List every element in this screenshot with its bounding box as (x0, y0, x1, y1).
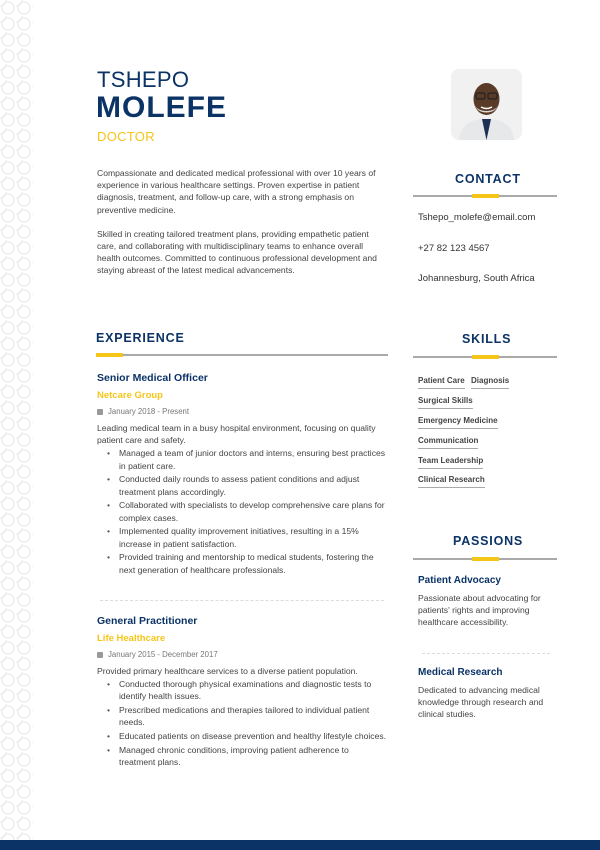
achievement-item: • Conducted daily rounds to assess patient conditions and adjust treatment plans accordingly. (97, 473, 387, 497)
passion-title: Medical Research (418, 667, 503, 678)
achievement-item: • Collaborated with specialists to develop comprehensive care plans for complex cases. (97, 499, 387, 523)
job-dates (97, 407, 387, 416)
contact-location: Johannesburg, South Africa (418, 273, 535, 284)
achievement-item: • Educated patients on disease prevention and healthy lifestyle choices. (97, 730, 387, 742)
skills-divider-accent (472, 355, 499, 359)
passions-divider-accent (472, 557, 499, 561)
passion-title: Patient Advocacy (418, 575, 501, 586)
skill-tag: Surgical Skills (418, 396, 473, 409)
profile-photo (451, 69, 522, 140)
contact-email[interactable]: Tshepo_molefe@email.com (418, 212, 536, 223)
job-dates-text: January 2015 - December 2017 (108, 650, 218, 659)
calendar-icon (97, 652, 103, 658)
achievement-item: • Prescribed medications and therapies tailored to individual patient needs. (97, 704, 387, 728)
passions-heading: PASSIONS (453, 534, 524, 548)
passion-separator (422, 653, 550, 654)
job-company: Life Healthcare (97, 633, 166, 644)
experience-heading: EXPERIENCE (96, 331, 185, 345)
calendar-icon (97, 409, 103, 415)
person-portrait-icon (451, 69, 522, 140)
job-dates (97, 650, 387, 659)
achievement-item: • Managed chronic conditions, improving patient adherence to treatment plans. (97, 744, 387, 768)
experience-divider (96, 354, 388, 356)
job-achievements (97, 447, 387, 575)
contact-phone[interactable]: +27 82 123 4567 (418, 243, 490, 254)
passion-description: Dedicated to advancing medical knowledge through research and clinical studies. (418, 685, 544, 720)
job-dates-text: January 2018 - Present (108, 407, 190, 416)
skill-tag: Diagnosis (471, 376, 509, 389)
skill-tag: Team Leadership (418, 456, 483, 469)
job-achievements (97, 678, 387, 768)
job-role: General Practitioner (97, 615, 198, 627)
job-description: Leading medical team in a busy hospital environment, focusing on quality patient care and safety. (97, 423, 376, 446)
skill-tag: Patient Care (418, 376, 465, 389)
skill-tag: Clinical Research (418, 475, 485, 488)
skill-tag: Communication (418, 436, 478, 449)
job-title: DOCTOR (97, 129, 155, 144)
experience-item (97, 372, 387, 577)
contact-divider-accent (472, 194, 499, 198)
last-name: MOLEFE (96, 91, 227, 124)
skill-tag: Emergency Medicine (418, 416, 498, 429)
achievement-item: • Provided training and mentorship to medical students, fostering the next generation of healthcare professionals. (97, 551, 387, 575)
summary-paragraph: Compassionate and dedicated medical professional with over 10 years of experience in various healthcare settings. Proven expertise in patient diagnosis, treatment, and follow-up care, with a strong emphasis on preventive medicine. (97, 168, 376, 215)
job-role: Senior Medical Officer (97, 372, 208, 384)
achievement-item: • Implemented quality improvement initiatives, resulting in a 15% increase in patient satisfaction. (97, 525, 387, 549)
job-description: Provided primary healthcare services to a diverse patient population. (97, 666, 358, 676)
profile-summary (97, 167, 387, 277)
experience-item (97, 615, 387, 770)
first-name: TSHEPO (97, 67, 190, 92)
experience-separator (100, 600, 384, 601)
job-company: Netcare Group (97, 390, 163, 401)
summary-paragraph: Skilled in creating tailored treatment plans, providing empathetic patient care, and collaborating with multidisciplinary teams to enhance overall health outcomes. Committed to continuous professional development and staying abreast of the latest medical advancements. (97, 228, 377, 276)
contact-heading: CONTACT (455, 172, 521, 186)
achievement-item: • Managed a team of junior doctors and interns, ensuring best practices in patient care. (97, 447, 387, 471)
footer-bar (0, 840, 600, 850)
experience-divider-accent (96, 353, 123, 357)
skills-heading: SKILLS (462, 332, 512, 346)
decorative-pattern-strip (0, 0, 33, 840)
achievement-item: • Conducted thorough physical examinations and diagnostic tests to identify health issues. (97, 678, 387, 702)
passion-description: Passionate about advocating for patients' rights and improving healthcare accessibility. (418, 593, 541, 628)
